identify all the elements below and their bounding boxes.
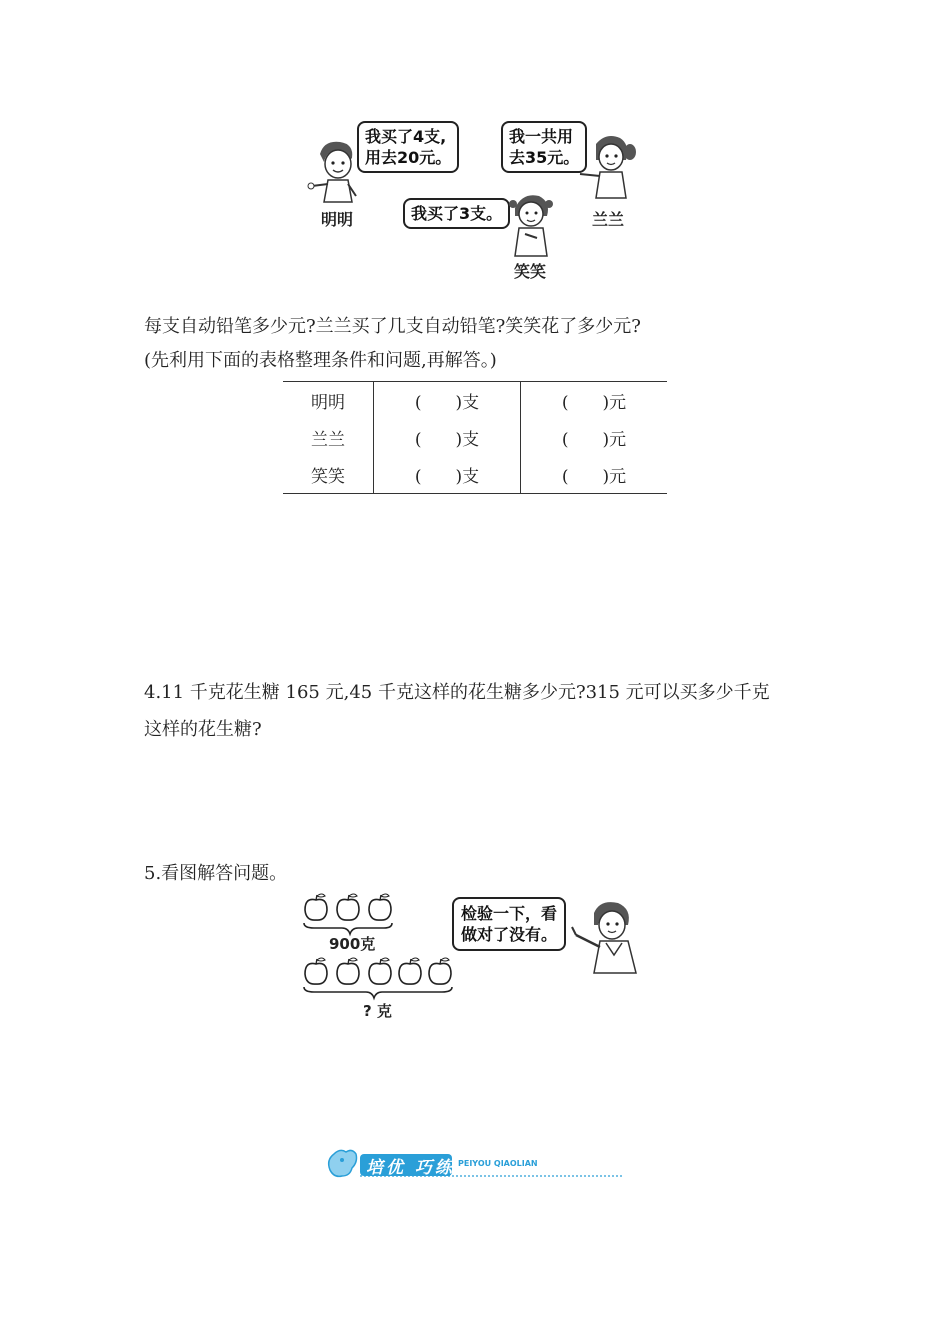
girl-xiaoxiao-figure — [503, 190, 559, 258]
apple-diagram — [300, 893, 460, 1003]
top-weight-label: 900克 — [329, 935, 376, 953]
table-cell-name: 笑笑 — [283, 456, 374, 494]
table-row — [283, 456, 667, 494]
mingming-name: 明明 — [321, 210, 354, 229]
apple-icon — [399, 958, 421, 984]
lanlan-speech-bubble — [501, 121, 587, 173]
data-table — [283, 381, 667, 494]
problem4-line1: 4.11 千克花生糖 165 元,45 千克这样的花生糖多少元?315 元可以买多少千克 — [144, 682, 770, 703]
table-cell-count: ( )支 — [374, 456, 521, 494]
table-row — [283, 382, 667, 420]
lanlan-name: 兰兰 — [592, 210, 625, 229]
xiaoxiao-speech-bubble — [403, 198, 510, 229]
table-cell-money: ( )元 — [561, 430, 627, 450]
table-cell-name: 明明 — [283, 382, 374, 420]
table-cell-count: ( )支 — [374, 419, 521, 456]
boy-checking-figure — [566, 897, 646, 977]
apple-icon — [337, 958, 359, 984]
lanlan-bubble-line2: 去35元。 — [509, 148, 580, 167]
table-row — [283, 419, 667, 456]
check-speech-bubble — [452, 897, 566, 951]
table-cell-money: ( )元 — [521, 456, 668, 494]
bottom-weight-label: ? 克 — [363, 1002, 392, 1020]
table-cell-name: 兰兰 — [283, 419, 374, 456]
apple-icon — [429, 958, 451, 984]
problem5-title: 5.看图解答问题。 — [144, 863, 288, 884]
lanlan-bubble-line1: 我一共用 — [509, 127, 574, 146]
mingming-speech-bubble — [357, 121, 459, 173]
mingming-bubble-line1: 我买了4支, — [365, 127, 447, 146]
apple-icon — [337, 894, 359, 920]
check-bubble-line1: 检验一下，看 — [461, 904, 558, 923]
xiaoxiao-name: 笑笑 — [514, 262, 547, 281]
bottom-brace — [304, 987, 452, 998]
table-cell-count: ( )支 — [374, 382, 521, 420]
apple-icon — [369, 894, 391, 920]
table-cell-money: ( )元 — [521, 382, 668, 420]
footer-logo — [322, 1140, 632, 1184]
problem3-question: 每支自动铅笔多少元?兰兰买了几支自动铅笔?笑笑花了多少元? — [144, 316, 641, 337]
xiaoxiao-bubble-text: 我买了3支。 — [411, 204, 503, 223]
apple-icon — [369, 958, 391, 984]
problem4-line2: 这样的花生糖? — [144, 719, 262, 740]
apple-icon — [305, 958, 327, 984]
logo-cn-text: 培优 巧练 — [366, 1158, 455, 1178]
apple-icon — [305, 894, 327, 920]
problem3-hint: (先利用下面的表格整理条件和问题,再解答。) — [144, 350, 497, 371]
logo-en-text: PEIYOU QIAOLIAN — [458, 1159, 538, 1168]
mingming-bubble-line2: 用去20元。 — [365, 148, 452, 167]
check-bubble-line2: 做对了没有。 — [461, 925, 558, 944]
girl-lanlan-figure — [576, 130, 642, 202]
